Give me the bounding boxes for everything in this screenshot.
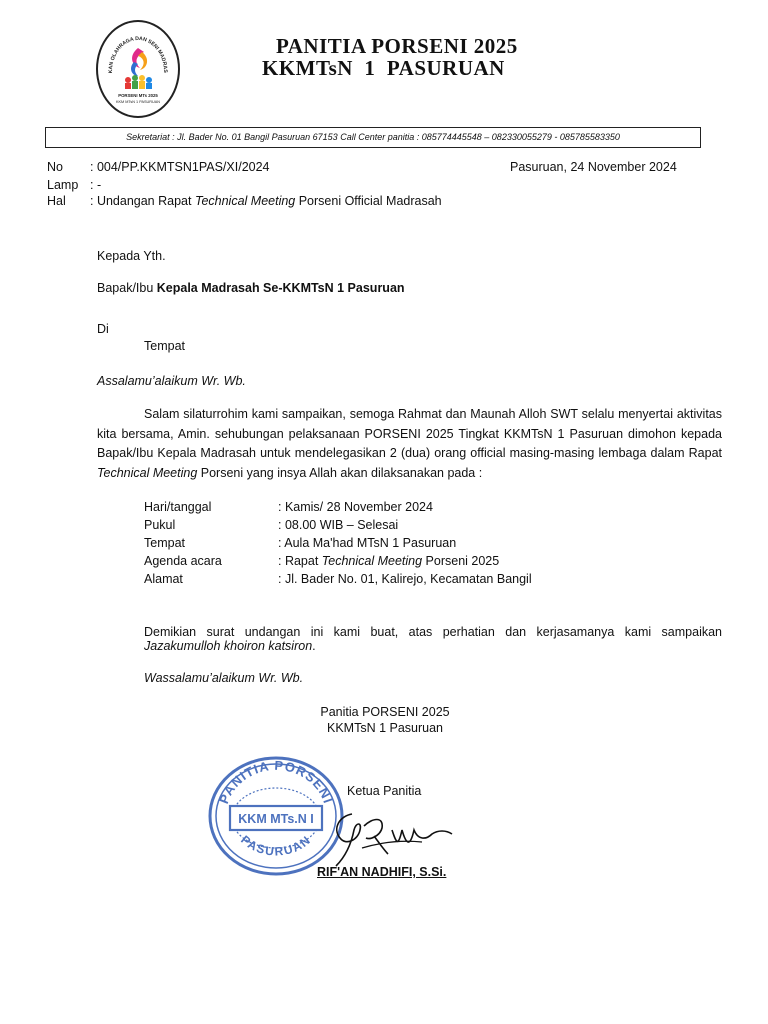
signature-org-line2: KKMTsN 1 Pasuruan (326, 721, 444, 735)
committee-subtitle: KKMTsN 1 PASURUAN (262, 56, 505, 80)
di-label: Di (97, 322, 109, 336)
svg-text:PEKAN OLAHRAGA DAN SENI MADRAS: KAN OLAHRAGA DAN SENI MADRAS (107, 35, 169, 74)
porseni-logo (96, 20, 180, 118)
kepada-yth: Kepada Yth. (97, 249, 166, 263)
svg-text:PORSENI MTs 2025: PORSENI MTs 2025 (118, 93, 158, 98)
detail-alamat-value: : Jl. Bader No. 01, Kalirejo, Kecamatan Bangil (278, 572, 532, 586)
detail-agenda-value: : Rapat Technical Meeting Porseni 2025 (278, 554, 500, 568)
detail-tempat-value: : Aula Ma'had MTsN 1 Pasuruan (278, 536, 457, 550)
detail-tempat-label: Tempat (144, 536, 185, 550)
detail-alamat-label: Alamat (144, 572, 183, 586)
letter-date: Pasuruan, 24 November 2024 (510, 160, 677, 174)
detail-hari-value: : Kamis/ 28 November 2024 (278, 500, 433, 514)
greeting: Assalamu’alaikum Wr. Wb. (97, 374, 246, 388)
detail-pukul-value: : 08.00 WIB – Selesai (278, 518, 399, 532)
detail-hari-label: Hari/tanggal (144, 500, 212, 514)
svg-text:KKM MTs.N I: KKM MTs.N I (238, 812, 314, 826)
secretariat-text: Sekretariat : Jl. Bader No. 01 Bangil Pasuruan 67153 Call Center panitia : 085774445548 – 082330055279 - 085785583350 (126, 132, 620, 142)
tempat-label: Tempat (144, 339, 185, 353)
detail-agenda-label: Agenda acara (144, 554, 222, 568)
svg-text:PANITIA PORSENI: PANITIA PORSENI (216, 757, 336, 806)
lamp-label: Lamp (47, 178, 79, 192)
signature-role: Ketua Panitia (347, 784, 422, 798)
body-paragraph: Salam silaturrohim kami sampaikan, semoga Rahmat dan Maunah Alloh SWT selalu menyertai aktivitas kita bersama, Amin. sehubungan pelaksanaan PORSENI 2025 Tingkat KKMTsN 1 Pasuruan dimohon kepada Bapak/Ibu Kepala Madrasah untuk mendelegasikan 2 (dua) orang official masing-masing lembaga dalam Rapat Technical Meeting Porseni yang insya Allah akan dilaksanakan pada : (97, 407, 722, 480)
letter-number: : 004/PP.KKMTSN1PAS/XI/2024 (90, 160, 270, 174)
closing-salam: Wassalamu’alaikum Wr. Wb. (144, 671, 304, 685)
committee-title: PANITIA PORSENI 2025 (276, 34, 518, 58)
closing-italic: Jazakumulloh khoiron katsiron. (144, 639, 316, 653)
recipient-name: Kepala Madrasah Se-KKMTsN 1 Pasuruan (156, 281, 405, 295)
signature-org-line1: Panitia PORSENI 2025 (320, 705, 450, 719)
svg-text:PASURUAN: PASURUAN (238, 832, 314, 859)
lamp-value: : - (90, 178, 102, 192)
hal-label: Hal (47, 194, 66, 208)
handwritten-signature (322, 800, 462, 870)
recipient-line: Bapak/Ibu Kepala Madrasah Se-KKMTsN 1 Pasuruan (97, 281, 405, 295)
letter-subject: : Undangan Rapat Technical Meeting Porseni Official Madrasah (90, 194, 442, 208)
signatory-name: RIF'AN NADHIFI, S.Si. (317, 865, 447, 879)
detail-pukul-label: Pukul (144, 518, 176, 532)
svg-text:KKM MTsN 1 PASURUAN: KKM MTsN 1 PASURUAN (115, 100, 161, 104)
secretariat-box (45, 127, 701, 148)
no-label: No (47, 160, 63, 174)
closing-text: Demikian surat undangan ini kami buat, atas perhatian dan kerjasamanya kami sampaikan (144, 625, 722, 639)
